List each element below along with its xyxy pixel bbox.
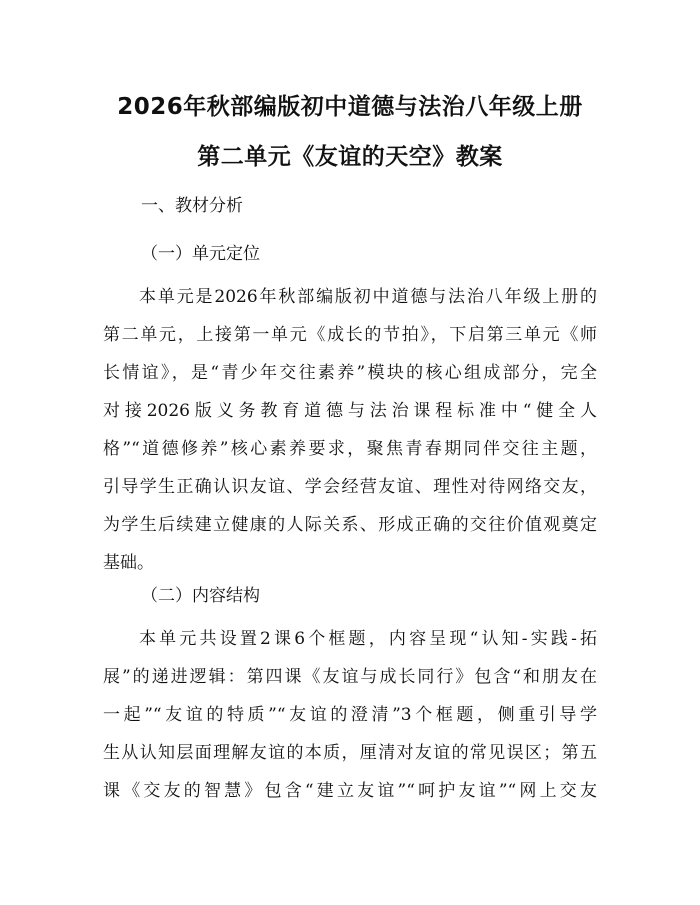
paragraph-line: 对接2026版义务教育道德与法治课程标准中“健全人 <box>103 401 597 421</box>
subsection-heading-content-structure: （二）内容结构 <box>141 586 260 606</box>
paragraph-line: 课《交友的智慧》包含“建立友谊”“呵护友谊”“网上交友 <box>103 781 597 801</box>
paragraph-line: 长情谊》，是“青少年交往素养”模块的核心组成部分，完全 <box>103 363 597 383</box>
paragraph-line: 引导学生正确认识友谊、学会经营友谊、理性对待网络交友， <box>103 477 597 497</box>
paragraph-line: 第二单元，上接第一单元《成长的节拍》，下启第三单元《师 <box>103 325 597 345</box>
paragraph-line: 生从认知层面理解友谊的本质，厘清对友谊的常见误区；第五 <box>103 743 597 763</box>
document-title-line-1: 2026年秋部编版初中道德与法治八年级上册 <box>117 94 583 120</box>
paragraph-line: 为学生后续建立健康的人际关系、形成正确的交往价值观奠定 <box>103 515 597 535</box>
paragraph-unit-positioning <box>103 278 597 582</box>
paragraph-line: 一起”“友谊的特质”“友谊的澄清”3个框题，侧重引导学 <box>103 705 597 725</box>
paragraph-line: 基础。 <box>103 553 154 573</box>
paragraph-line: 展”的递进逻辑：第四课《友谊与成长同行》包含“和朋友在 <box>103 667 597 687</box>
paragraph-line: 本单元共设置2课6个框题，内容呈现“认知-实践-拓 <box>139 629 597 649</box>
paragraph-content-structure <box>103 620 597 810</box>
paragraph-line: 格”“道德修养”核心素养要求，聚焦青春期同伴交往主题， <box>103 439 597 459</box>
section-heading-textbook-analysis: 一、教材分析 <box>141 196 243 216</box>
subsection-heading-unit-positioning: （一）单元定位 <box>141 244 260 264</box>
paragraph-line: 本单元是2026年秋部编版初中道德与法治八年级上册的 <box>139 287 597 307</box>
document-title-line-2: 第二单元《友谊的天空》教案 <box>197 144 503 170</box>
